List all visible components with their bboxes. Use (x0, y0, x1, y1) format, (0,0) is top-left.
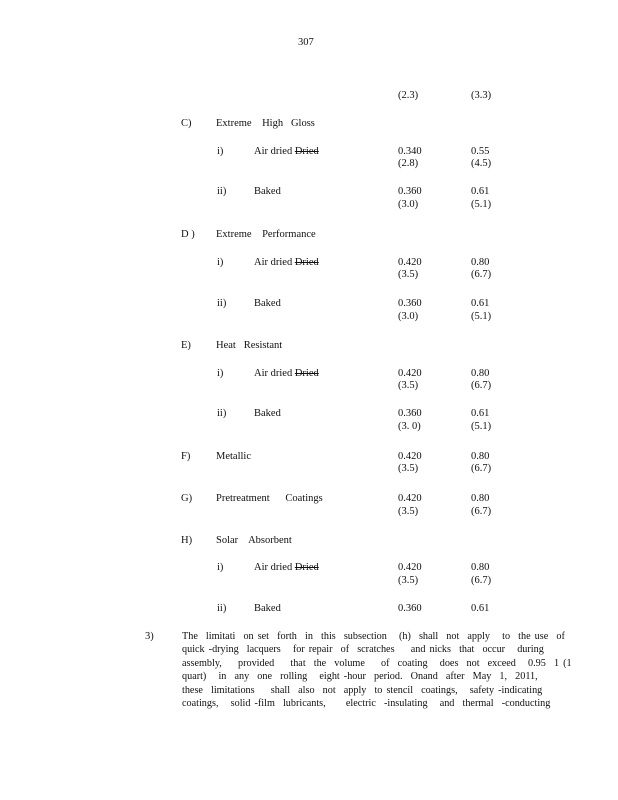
value-a: 0.420 (398, 562, 422, 573)
value-a: 0.360 (398, 603, 422, 614)
value-a: (3.0) (398, 311, 419, 322)
value-b: 0.80 (471, 368, 490, 379)
value-a: 0.360 (398, 186, 422, 197)
value-b: (6.7) (471, 380, 492, 391)
value-b: 0.80 (471, 257, 490, 268)
value-b: (3.3) (471, 90, 492, 101)
section-letter: F) (181, 451, 191, 462)
paragraph-number: 3) (145, 631, 154, 642)
struck-text: Dried (294, 146, 319, 157)
item-label-text: Air dried (254, 368, 293, 379)
value-b: (6.7) (471, 269, 492, 280)
paragraph-line: quart) in any one rolling eight -hour period. Onand after May 1, 2011, (182, 671, 538, 683)
value-a: 0.420 (398, 368, 422, 379)
value-b: (6.7) (471, 575, 492, 586)
item-label: Baked (254, 186, 281, 197)
paragraph-line: coatings, solid -film lubricants, electric -insulating and thermal -conducting (182, 698, 551, 710)
value-a: (3.5) (398, 269, 419, 280)
paragraph-body (182, 630, 572, 710)
value-b: 0.61 (471, 408, 490, 419)
value-b: (5.1) (471, 311, 492, 322)
section-title: Solar Absorbent (216, 535, 292, 546)
value-b: 0.55 (471, 146, 490, 157)
value-a: 0.360 (398, 298, 422, 309)
item-label: Baked (254, 603, 281, 614)
section-letter: H) (181, 535, 193, 546)
section-title: Heat Resistant (216, 340, 283, 351)
value-b: (4.5) (471, 158, 492, 169)
item-label-text: Air dried (254, 257, 293, 268)
item-number: i) (217, 368, 224, 379)
item-number: i) (217, 146, 224, 157)
item-number: i) (217, 562, 224, 573)
item-label-text: Air dried (254, 562, 293, 573)
item-label: Baked (254, 298, 281, 309)
value-b: (6.7) (471, 463, 492, 474)
value-a: 0.420 (398, 451, 422, 462)
value-b: 0.80 (471, 562, 490, 573)
value-a: (3.5) (398, 463, 419, 474)
item-number: ii) (217, 298, 227, 309)
value-b: 0.61 (471, 298, 490, 309)
value-a: (3.5) (398, 575, 419, 586)
section-title: Extreme Performance (216, 229, 316, 240)
paragraph-line: assembly, provided that the volume of coating does not exceed 0.95 1 (1 (182, 657, 572, 669)
value-a: 0.420 (398, 493, 422, 504)
value-a: 0.420 (398, 257, 422, 268)
value-b: (6.7) (471, 506, 492, 517)
item-label: Baked (254, 408, 281, 419)
paragraph-line: these limitations shall also not apply to stencil coatings, safety -indicating (182, 684, 543, 696)
section-letter: D ) (181, 229, 195, 240)
struck-text: Dried (294, 368, 319, 379)
paragraph-line: The limitati on set forth in this subsection (h) shall not apply to the use of (182, 631, 565, 642)
value-a: (3.5) (398, 380, 419, 391)
value-b: (5.1) (471, 199, 492, 210)
value-a: (3. 0) (398, 421, 421, 432)
struck-text: Dried (294, 562, 319, 573)
item-number: ii) (217, 603, 227, 614)
item-label (254, 368, 319, 380)
section-letter: C) (181, 118, 192, 129)
section-title: Extreme High Gloss (216, 118, 315, 129)
section-letter: G) (181, 493, 193, 504)
value-a: (2.3) (398, 90, 419, 101)
section-title: Metallic (216, 451, 251, 462)
value-b: 0.80 (471, 493, 490, 504)
page-number: 307 (298, 37, 314, 48)
value-a: 0.360 (398, 408, 422, 419)
value-b: (5.1) (471, 421, 492, 432)
value-b: 0.80 (471, 451, 490, 462)
item-number: ii) (217, 408, 227, 419)
struck-text: Dried (294, 257, 319, 268)
value-a: 0.340 (398, 146, 422, 157)
item-label (254, 257, 319, 269)
item-label-text: Air dried (254, 146, 293, 157)
item-label (254, 562, 319, 574)
item-number: i) (217, 257, 224, 268)
item-number: ii) (217, 186, 227, 197)
value-a: (3.5) (398, 506, 419, 517)
paragraph-line: quick -drying lacquers for repair of scratches and nicks that occur during (182, 644, 544, 656)
value-a: (3.0) (398, 199, 419, 210)
item-label (254, 146, 319, 158)
section-letter: E) (181, 340, 191, 351)
value-b: 0.61 (471, 186, 490, 197)
value-b: 0.61 (471, 603, 490, 614)
section-title: Pretreatment Coatings (216, 493, 323, 504)
value-a: (2.8) (398, 158, 419, 169)
